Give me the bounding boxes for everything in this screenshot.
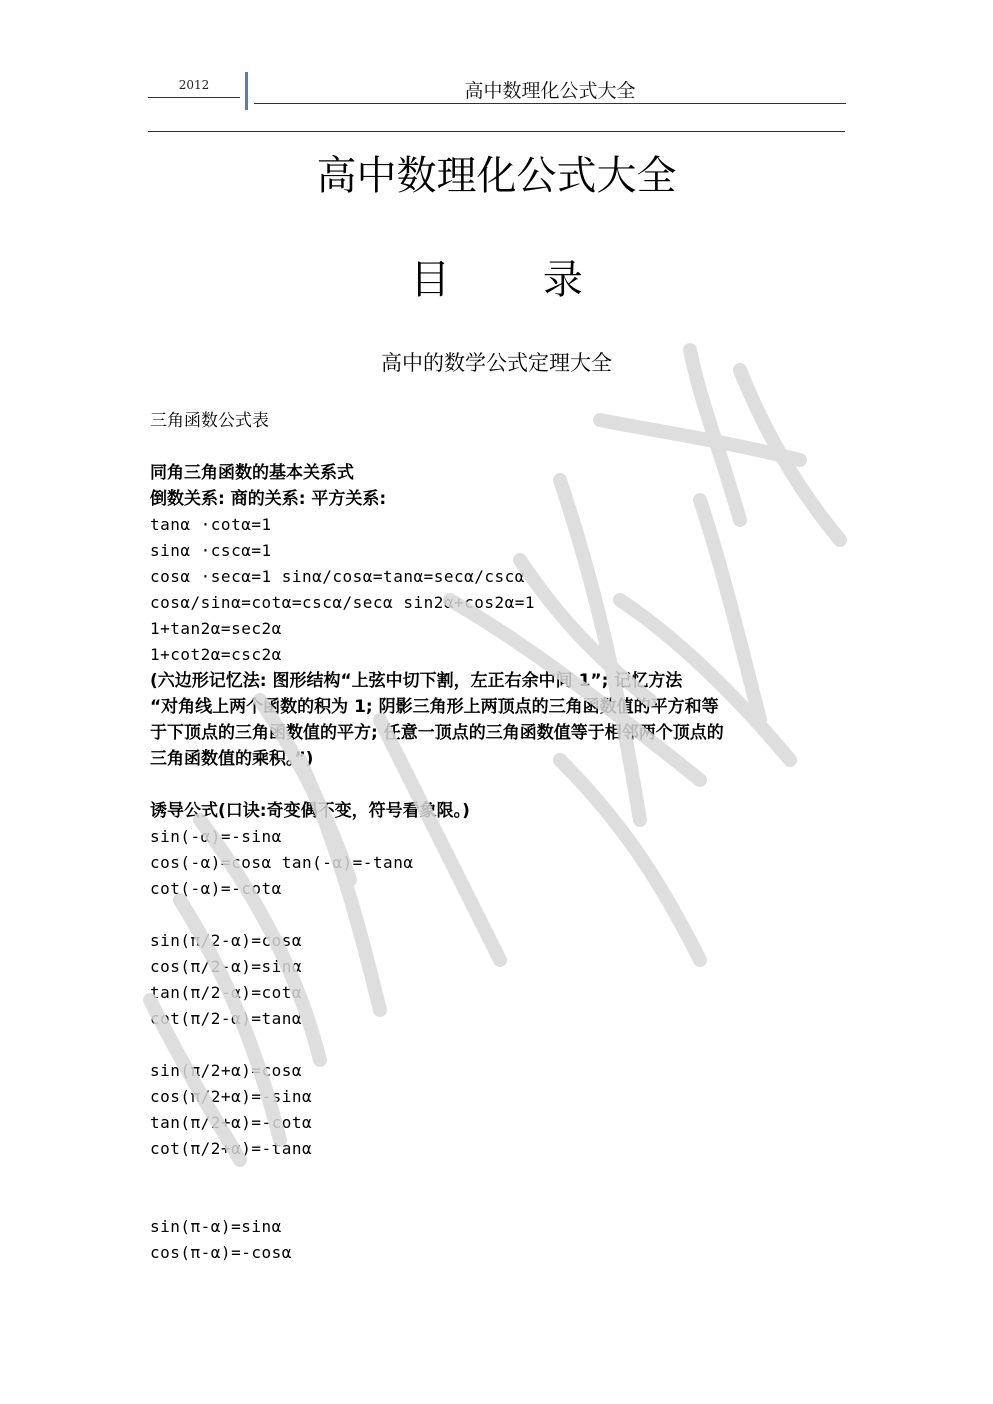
text-line: 倒数关系: 商的关系: 平方关系: — [150, 489, 387, 509]
text-line: 诱导公式(口诀:奇变偶不变，符号看象限。) — [150, 801, 470, 821]
text-line: cos(π/2+α)=-sinα — [150, 1087, 313, 1106]
header-accent-bar — [245, 72, 248, 110]
text-line: (六边形记忆法: 图形结构“上弦中切下割，左正右余中间 1”; 记忆方法 — [150, 671, 683, 691]
text-line: tan(π/2+α)=-cotα — [150, 1113, 313, 1132]
blank-line — [150, 1162, 850, 1188]
text-line: sin(π/2+α)=cosα — [150, 1061, 302, 1080]
blank-line — [150, 902, 850, 928]
text-line: 三角函数公式表 — [150, 411, 269, 431]
document-title: 高中数理化公式大全 — [316, 153, 677, 199]
header-rule — [148, 131, 845, 132]
header-title: 高中数理化公式大全 — [464, 80, 636, 102]
text-line: cot(-α)=-cotα — [150, 879, 282, 898]
text-line: tan(π/2-α)=cotα — [150, 983, 302, 1002]
header-year-underline — [148, 97, 240, 98]
blank-line — [150, 1032, 850, 1058]
text-line: cos(-α)=cosα tan(-α)=-tanα — [150, 853, 414, 872]
text-line: 于下顶点的三角函数值的平方; 任意一顶点的三角函数值等于相邻两个顶点的 — [150, 723, 724, 743]
text-line: 1+cot2α=csc2α — [150, 645, 282, 664]
blank-line — [150, 772, 850, 798]
text-line: cos(π/2-α)=sinα — [150, 957, 302, 976]
section-title: 高中的数学公式定理大全 — [381, 351, 612, 375]
text-line: cos(π-α)=-cosα — [150, 1243, 292, 1262]
text-line: cosα ·secα=1 sinα/cosα=tanα=secα/cscα — [150, 567, 525, 586]
text-line: tanα ·cotα=1 — [150, 515, 272, 534]
text-line: cot(π/2-α)=tanα — [150, 1009, 302, 1028]
text-line: sinα ·cscα=1 — [150, 541, 272, 560]
text-line: cosα/sinα=cotα=cscα/secα sin2α+cos2α=1 — [150, 593, 536, 612]
blank-line — [150, 1188, 850, 1214]
header-year: 2012 — [178, 78, 210, 92]
text-line: 同角三角函数的基本关系式 — [150, 463, 354, 483]
text-line: 1+tan2α=sec2α — [150, 619, 282, 638]
header-title-underline — [254, 103, 846, 104]
text-line: sin(π/2-α)=cosα — [150, 931, 302, 950]
body-text — [150, 408, 850, 1266]
text-line: 三角函数值的乘积。”) — [150, 749, 314, 769]
text-line: sin(-α)=-sinα — [150, 827, 282, 846]
blank-line — [150, 434, 850, 460]
toc-title: 目 录 — [410, 257, 623, 303]
text-line: “对角线上两个函数的积为 1; 阴影三角形上两顶点的三角函数值的平方和等 — [150, 697, 719, 717]
text-line: sin(π-α)=sinα — [150, 1217, 282, 1236]
text-line: cot(π/2+α)=-tanα — [150, 1139, 313, 1158]
